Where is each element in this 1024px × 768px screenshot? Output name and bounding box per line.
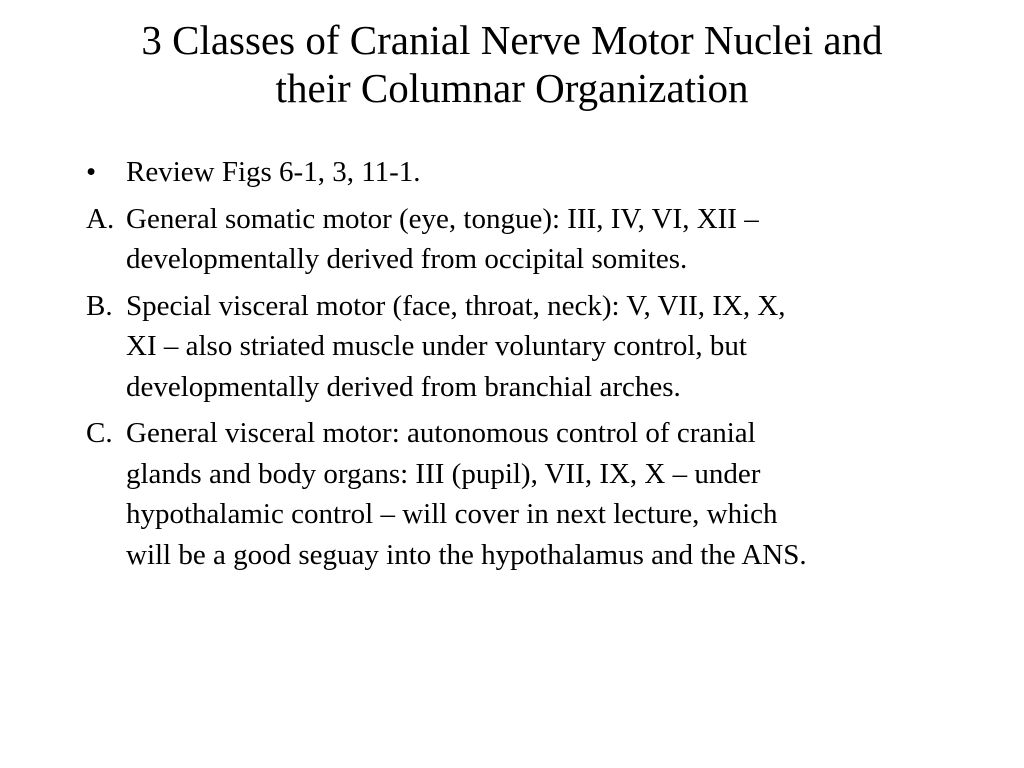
text-line: developmentally derived from occipital somites. (126, 243, 688, 275)
list-item-a-somatic-motor (86, 199, 966, 280)
text-line: will be a good seguay into the hypothalamus and the ANS. (126, 538, 807, 571)
bullet-item-review-text (126, 152, 966, 193)
text-line: Special visceral motor (face, throat, neck): V, VII, IX, X, (126, 289, 786, 322)
list-item-a-text (126, 199, 966, 280)
bullet-item-review (86, 152, 966, 193)
list-marker-b: B. (86, 289, 113, 322)
text-line: General visceral motor: autonomous control of cranial (126, 417, 756, 449)
list-item-b-special-visceral-motor (86, 286, 966, 408)
slide-title (60, 16, 964, 112)
slide-title-line-1: 3 Classes of Cranial Nerve Motor Nuclei and (141, 17, 883, 63)
list-marker-a: A. (86, 202, 115, 235)
list-item-b-text (126, 286, 966, 408)
text-line: hypothalamic control – will cover in next lecture, which (126, 498, 778, 530)
list-item-c-text (126, 413, 966, 575)
list-marker-c: C. (86, 417, 113, 449)
text-line: Review Figs 6-1, 3, 11-1. (126, 156, 421, 188)
text-line: developmentally derived from branchial arches. (126, 370, 681, 403)
list-item-c-general-visceral-motor (86, 413, 966, 575)
slide-title-line-2: their Columnar Organization (275, 65, 749, 111)
text-line: General somatic motor (eye, tongue): III, IV, VI, XII – (126, 202, 759, 235)
text-line: glands and body organs: III (pupil), VII, IX, X – under (126, 457, 761, 490)
bullet-marker: • (86, 156, 97, 188)
slide-body-list (86, 152, 966, 581)
text-line: XI – also striated muscle under voluntary control, but (126, 330, 747, 362)
